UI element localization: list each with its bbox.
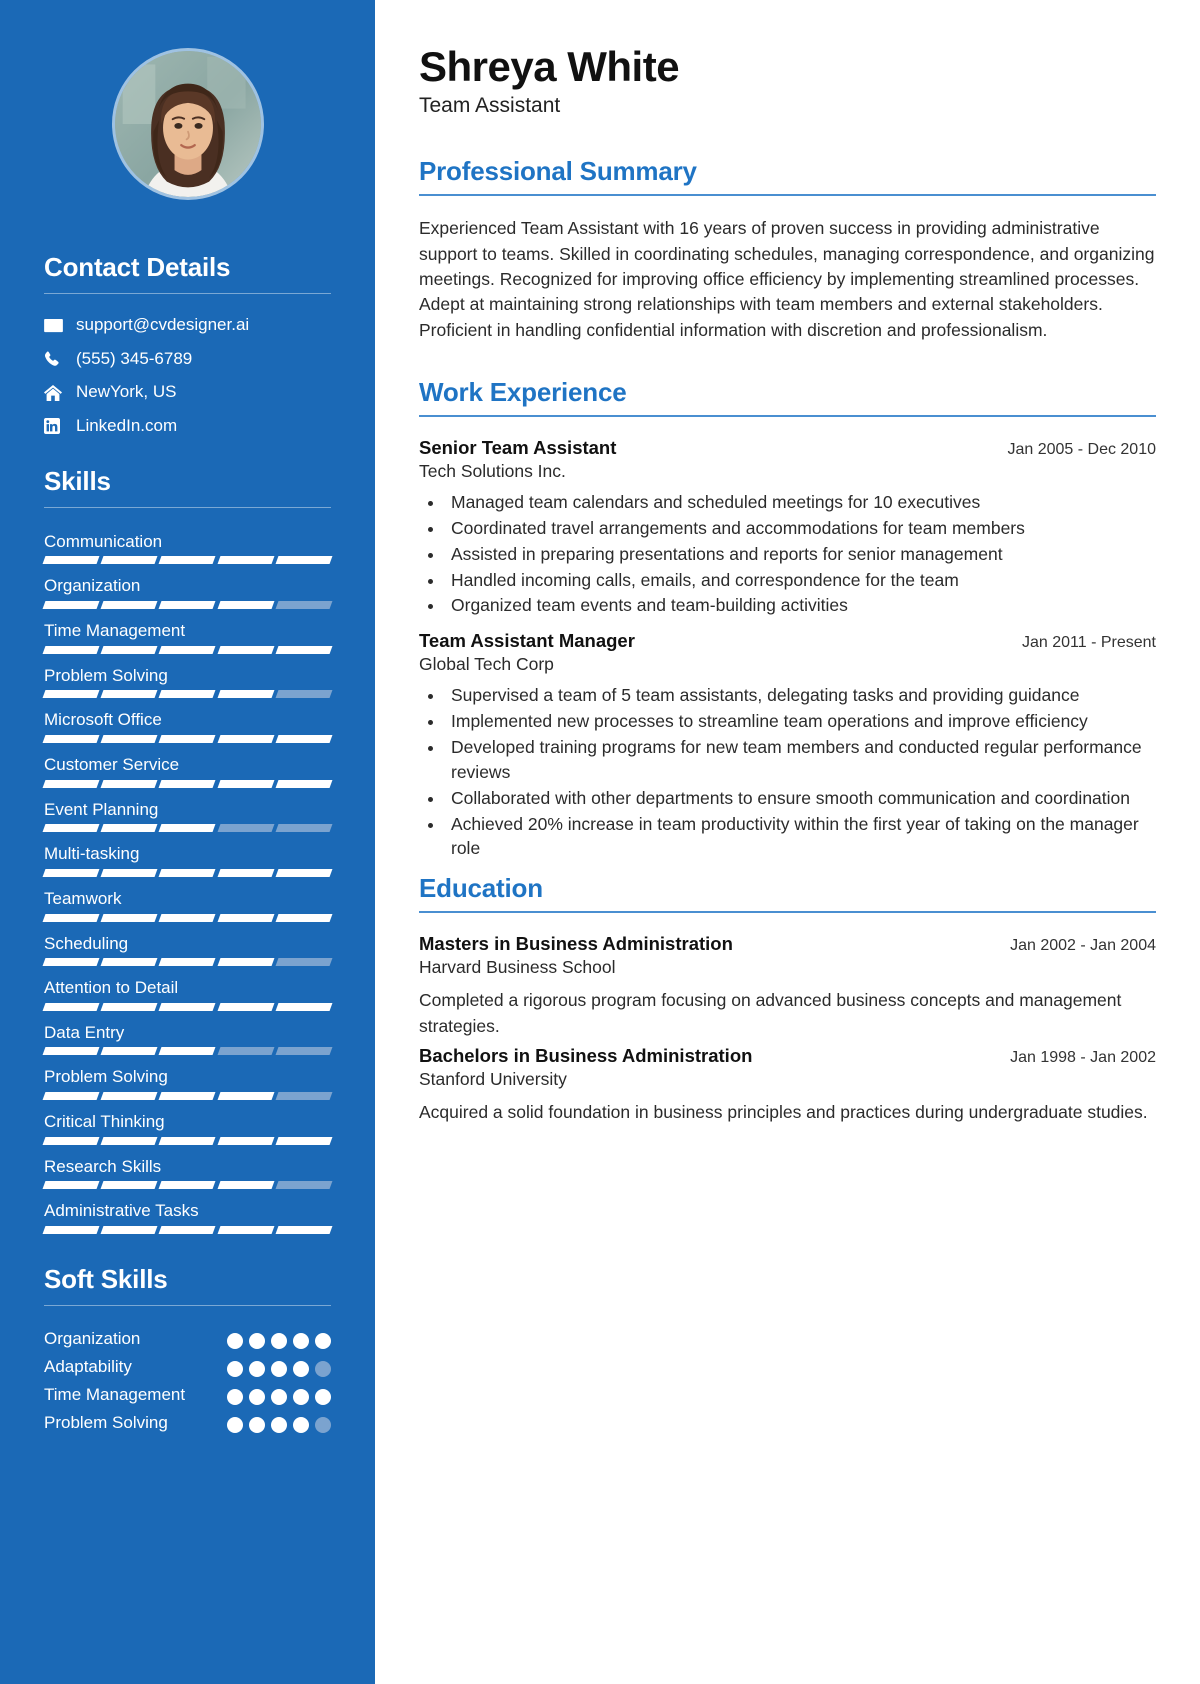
skill-segment [275,601,332,609]
skill-segment [275,780,332,788]
education-description: Completed a rigorous program focusing on advanced business concepts and management strategies. [419,990,1122,1036]
skill-level-bar [44,780,331,788]
skill-segment [217,646,274,654]
skill-row [44,1199,331,1234]
skill-segment [101,780,158,788]
skill-label: Attention to Detail [44,978,179,998]
skill-segment [275,556,332,564]
job-bullet: • Supervised a team of 5 team assistants, delegating tasks and providing guidance [445,683,1156,708]
skill-segment [101,556,158,564]
job-date-range: Jan 2005 - Dec 2010 [1007,441,1156,459]
education-list [419,933,1156,1125]
skill-level-bar [44,601,331,609]
contact-details-title: Contact Details [44,252,231,282]
education-description: Acquired a solid foundation in business principles and practices during undergraduate studies. [419,1101,1148,1122]
skill-segment [275,1181,332,1189]
skill-segment [275,1137,332,1145]
skill-level-bar [44,824,331,832]
linkedin-icon [44,418,70,434]
entry-header [419,1045,1156,1067]
rating-dot [271,1361,287,1377]
skill-level-bar [44,556,331,564]
education-entry [419,933,1156,1039]
skill-segment [101,914,158,922]
skill-level-bar [44,1003,331,1011]
skill-label: Data Entry [44,1022,125,1042]
skill-row [44,1065,331,1100]
skill-level-bar [44,1226,331,1234]
job-bullet: • Handled incoming calls, emails, and correspondence for the team [445,568,1156,593]
skill-segment [159,601,216,609]
divider [419,911,1156,913]
soft-skill-label: Adaptability [44,1357,132,1377]
skill-segment [275,1003,332,1011]
skill-label: Event Planning [44,799,159,819]
soft-skills-section [44,1264,331,1434]
skill-label: Microsoft Office [44,710,162,730]
job-bullet: • Implemented new processes to streamline team operations and improve efficiency [445,709,1156,734]
education-entry [419,1045,1156,1125]
contact-list [44,316,331,436]
skill-segment [101,690,158,698]
skill-segment [159,1181,216,1189]
skill-segment [275,1226,332,1234]
skill-row [44,574,331,609]
skill-segment [217,958,274,966]
soft-skill-row [44,1328,331,1350]
skill-segment [101,869,158,877]
skill-level-bar [44,1092,331,1100]
contact-item-phone[interactable] [44,350,331,369]
page-title: Shreya White [419,43,680,90]
skill-segment [101,646,158,654]
skill-level-bar [44,1181,331,1189]
soft-skill-row [44,1356,331,1378]
skills-section [44,466,331,1234]
skill-segment [217,914,274,922]
skill-level-bar [44,1137,331,1145]
skill-label: Administrative Tasks [44,1201,199,1221]
soft-skill-row [44,1384,331,1406]
skill-level-bar [44,646,331,654]
skill-row [44,530,331,565]
skill-segment [101,824,158,832]
skill-row [44,708,331,743]
sidebar [0,0,375,1684]
rating-dot [249,1389,265,1405]
job-bullet: • Developed training programs for new team members and conducted regular performance reviews [445,735,1156,785]
skill-segment [217,1181,274,1189]
work-experience-entry [419,630,1156,861]
divider [44,1305,331,1306]
education-date-range: Jan 2002 - Jan 2004 [1010,937,1156,955]
skill-segment [217,1137,274,1145]
job-date-range: Jan 2011 - Present [1021,634,1156,652]
skills-list [44,530,331,1234]
skill-segment [275,824,332,832]
skill-row [44,887,331,922]
skill-segment [43,869,100,877]
contact-item-linkedin[interactable] [44,417,331,436]
rating-dot [271,1333,287,1349]
skill-segment [275,958,332,966]
skill-segment [43,958,100,966]
rating-dot [315,1389,331,1405]
rating-dot [249,1417,265,1433]
avatar [112,48,264,200]
entry-header [419,437,1156,459]
soft-skill-row [44,1412,331,1434]
skill-label: Research Skills [44,1156,162,1176]
rating-dot [249,1333,265,1349]
skill-row [44,842,331,877]
rating-dot [227,1361,243,1377]
skill-segment [101,1047,158,1055]
skill-segment [43,1047,100,1055]
soft-skill-rating [227,1328,331,1349]
skill-segment [101,1137,158,1145]
skill-segment [43,780,100,788]
skill-label: Time Management [44,621,186,641]
education-degree: Bachelors in Business Administration [419,1044,753,1066]
skill-label: Organization [44,576,141,596]
divider [419,194,1156,196]
job-bullet: • Organized team events and team-building activities [445,593,1156,618]
skill-segment [43,601,100,609]
rating-dot [293,1333,309,1349]
soft-skill-rating [227,1384,331,1405]
skill-segment [217,1047,274,1055]
skill-segment [275,646,332,654]
rating-dot [271,1417,287,1433]
divider [44,293,331,294]
avatar-wrapper [44,48,331,200]
skill-row [44,1110,331,1145]
skill-segment [43,1181,100,1189]
skill-segment [159,958,216,966]
skill-level-bar [44,1047,331,1055]
skill-segment [43,824,100,832]
education-degree: Masters in Business Administration [419,933,733,955]
job-bullet: • Managed team calendars and scheduled meetings for 10 executives [445,490,1156,515]
skill-level-bar [44,869,331,877]
job-bullet: • Coordinated travel arrangements and accommodations for team members [445,516,1156,541]
professional-summary-section [419,156,1156,343]
job-role: Senior Team Assistant [419,437,617,459]
skill-segment [275,914,332,922]
skill-segment [275,869,332,877]
soft-skills-title: Soft Skills [44,1264,168,1294]
education-school: Stanford University [419,1068,567,1089]
skill-segment [159,556,216,564]
job-bullet: • Collaborated with other departments to ensure smooth communication and coordination [445,786,1156,811]
skill-segment [159,1092,216,1100]
divider [419,415,1156,417]
skill-row [44,664,331,699]
soft-skills-list [44,1328,331,1434]
job-company: Global Tech Corp [419,654,554,675]
skill-segment [43,646,100,654]
job-bullet-list [445,490,1156,618]
skill-segment [217,1003,274,1011]
rating-dot [293,1417,309,1433]
skill-row [44,798,331,833]
envelope-icon [44,318,70,333]
soft-skill-label: Problem Solving [44,1413,168,1433]
soft-skill-label: Organization [44,1329,141,1348]
skill-label: Problem Solving [44,665,168,685]
skill-segment [159,914,216,922]
skill-segment [43,1003,100,1011]
skill-segment [43,1137,100,1145]
rating-dot [315,1361,331,1377]
work-experience-title: Work Experience [419,377,627,408]
work-experience-section [419,377,1156,861]
rating-dot [271,1389,287,1405]
skill-segment [159,780,216,788]
skill-level-bar [44,958,331,966]
skill-segment [217,601,274,609]
job-role: Team Assistant Manager [419,630,635,652]
soft-skill-rating [227,1412,331,1433]
soft-skill-rating [227,1356,331,1377]
education-title: Education [419,873,543,904]
skill-segment [159,735,216,743]
soft-skill-label: Time Management [44,1385,186,1405]
job-bullet: • Assisted in preparing presentations and reports for senior management [445,542,1156,567]
skill-segment [43,556,100,564]
contact-linkedin-value: LinkedIn.com [76,416,178,436]
skill-segment [159,1047,216,1055]
entry-header [419,630,1156,652]
skill-label: Teamwork [44,888,122,908]
divider [44,507,331,508]
skill-segment [159,1226,216,1234]
skill-segment [43,735,100,743]
work-experience-entry [419,437,1156,618]
profile-photo-icon [115,51,261,197]
skill-row [44,619,331,654]
contact-phone-value: (555) 345-6789 [76,348,193,368]
contact-item-location[interactable] [44,383,331,402]
skill-segment [275,735,332,743]
work-experience-list [419,437,1156,861]
skill-segment [101,735,158,743]
skill-segment [217,735,274,743]
skill-segment [217,780,274,788]
main-content [375,0,1200,1684]
skill-segment [217,1226,274,1234]
skill-segment [43,1226,100,1234]
skill-row [44,976,331,1011]
skill-segment [101,1003,158,1011]
job-bullet: • Achieved 20% increase in team productivity within the first year of taking on the manager role [445,812,1156,862]
skill-segment [43,914,100,922]
home-icon [44,385,70,401]
rating-dot [227,1417,243,1433]
job-company: Tech Solutions Inc. [419,461,566,482]
skill-segment [159,646,216,654]
skill-label: Multi-tasking [44,844,140,864]
skill-segment [101,1092,158,1100]
rating-dot [293,1389,309,1405]
contact-location-value: NewYork, US [76,382,177,402]
skill-segment [159,1137,216,1145]
job-bullet-list [445,683,1156,861]
contact-email-value: support@cvdesigner.ai [76,315,250,334]
skill-segment [43,1092,100,1100]
contact-item-email[interactable] [44,316,331,335]
rating-dot [293,1361,309,1377]
skill-segment [101,601,158,609]
skills-title: Skills [44,465,111,496]
education-section [419,873,1156,1125]
skill-segment [159,869,216,877]
skill-row [44,932,331,967]
skill-row [44,1155,331,1190]
skill-label: Problem Solving [44,1067,168,1087]
phone-icon [44,351,70,367]
professional-summary-title: Professional Summary [419,156,697,187]
skill-segment [159,1003,216,1011]
rating-dot [227,1333,243,1349]
skill-segment [159,690,216,698]
rating-dot [315,1417,331,1433]
skill-level-bar [44,914,331,922]
professional-summary-text: Experienced Team Assistant with 16 years of proven success in providing administrative support to teams. Skilled in coordinating schedules, managing correspondence, and organizing meetings. Recognized for improving office efficiency by implementing streamlined processes. Adept at maintaining strong relationships with team members and external stakeholders. Proficient in handling confidential information with discretion and professionalism. [419,218,1155,340]
skill-segment [217,824,274,832]
skill-segment [101,1181,158,1189]
skill-segment [217,869,274,877]
skill-label: Customer Service [44,754,180,774]
rating-dot [227,1389,243,1405]
skill-label: Scheduling [44,933,129,953]
education-school: Harvard Business School [419,957,616,978]
contact-details-section [44,252,331,436]
skill-level-bar [44,690,331,698]
skill-segment [101,1226,158,1234]
rating-dot [249,1361,265,1377]
job-title: Team Assistant [419,94,561,118]
skill-segment [43,690,100,698]
skill-segment [101,958,158,966]
skill-label: Communication [44,531,163,551]
skill-segment [275,690,332,698]
entry-header [419,933,1156,955]
skill-row [44,1021,331,1056]
skill-segment [275,1047,332,1055]
skill-label: Critical Thinking [44,1112,165,1132]
education-date-range: Jan 1998 - Jan 2002 [1010,1048,1156,1066]
skill-segment [275,1092,332,1100]
skill-segment [217,556,274,564]
rating-dot [315,1333,331,1349]
skill-segment [217,690,274,698]
skill-segment [159,824,216,832]
skill-segment [217,1092,274,1100]
skill-row [44,753,331,788]
skill-level-bar [44,735,331,743]
